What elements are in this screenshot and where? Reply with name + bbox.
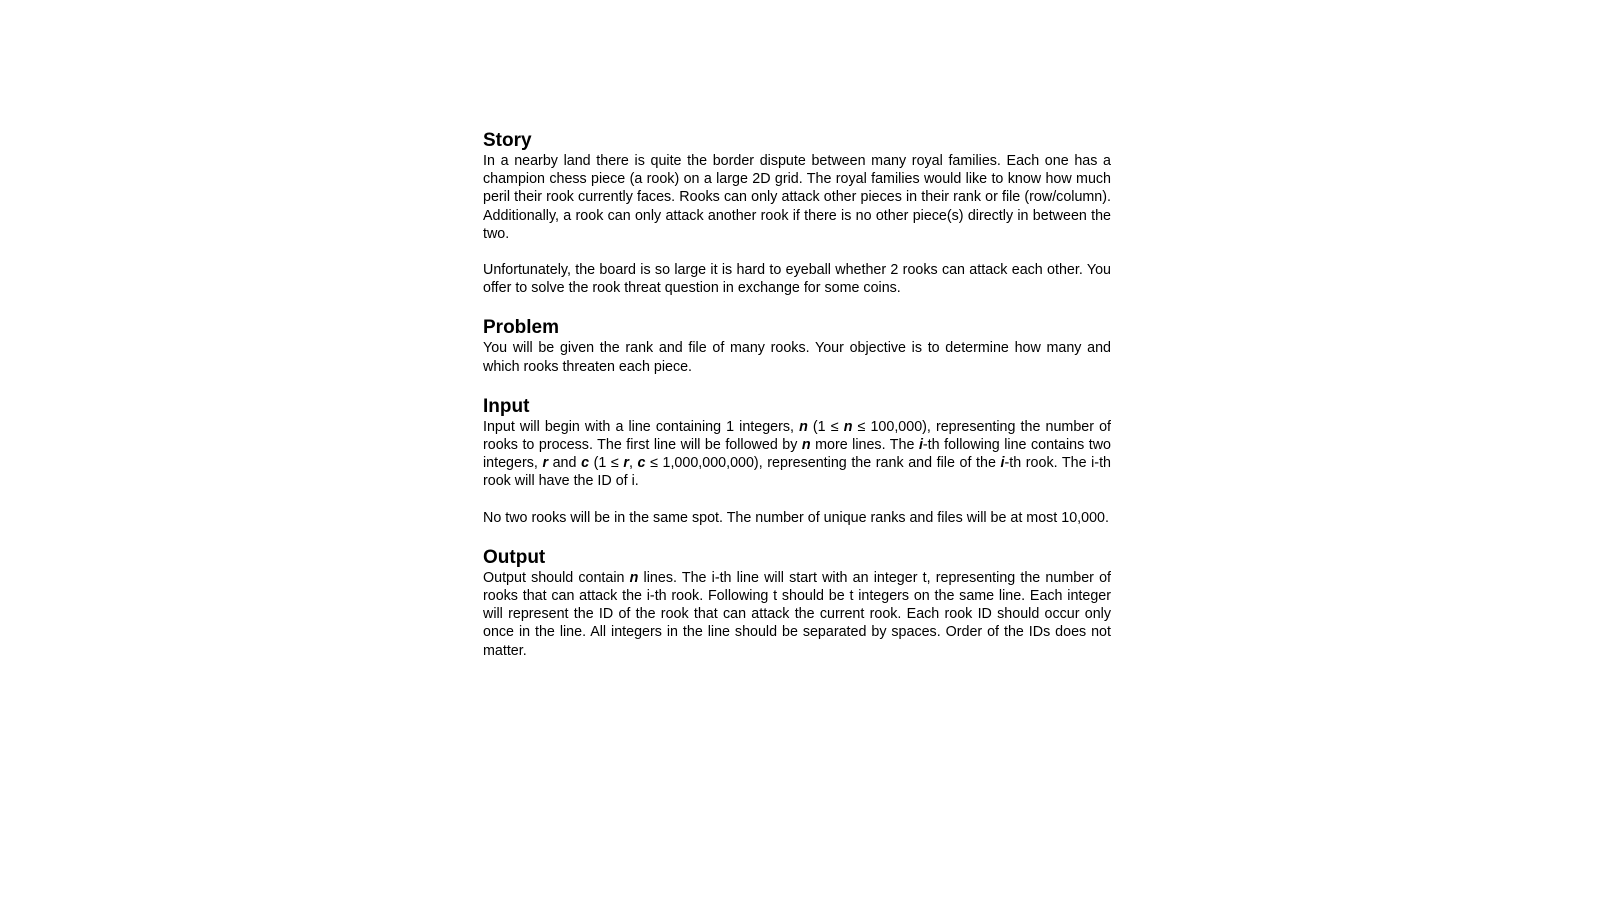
problem-heading: Problem <box>483 317 560 339</box>
var-n: n <box>843 418 853 435</box>
problem-paragraph-1: You will be given the rank and file of many rooks. Your objective is to determine how many and which rooks threaten each piece. <box>483 340 1111 375</box>
text-run: lines. The i-th line will start with an integer t, representing the number of rooks that can attack the i-th rook. Following t should be t integers on the same line. Each integer will represent the ID of the rook that can attack the current rook. Each rook ID should occur only once in the line. All integers in the line should be separated by spaces. Order of the IDs does not matter. <box>483 569 1111 659</box>
problem-section <box>483 317 1111 375</box>
text-run: and <box>548 455 582 472</box>
var-c: c <box>637 455 646 472</box>
text-run: -th following line contains two integers, <box>483 437 1111 472</box>
var-c: c <box>581 455 590 472</box>
var-n: n <box>801 437 811 454</box>
document-content <box>483 130 1111 660</box>
var-i: i <box>918 437 923 454</box>
output-paragraph-1 <box>483 569 1111 660</box>
output-section <box>483 547 1111 660</box>
text-run: , <box>628 455 638 472</box>
text-run: ≤ 1,000,000,000), representing the rank and file of the <box>645 455 1001 472</box>
story-paragraph-2: Unfortunately, the board is so large it is hard to eyeball whether 2 rooks can attack each other. You offer to solve the rook threat question in exchange for some coins. <box>483 262 1111 297</box>
story-heading: Story <box>483 130 532 151</box>
text-run: more lines. The <box>810 437 919 454</box>
var-r: r <box>542 455 549 472</box>
story-paragraph-1: In a nearby land there is quite the border dispute between many royal families. Each one has a champion chess piece (a rook) on a large 2D grid. The royal families would like to know how much peril their rook currently faces. Rooks can only attack other pieces in their rank or file (row/column). Additionally, a rook can only attack another rook if there is no other piece(s) directly in between the two. <box>483 153 1111 242</box>
var-i: i <box>1000 455 1005 472</box>
var-r: r <box>623 455 629 472</box>
text-run: (1 ≤ <box>589 455 624 472</box>
input-heading: Input <box>483 395 530 417</box>
text-run: Input will begin with a line containing 1 integers, <box>483 418 800 435</box>
text-run: -th rook. The i-th rook will have the ID of i. <box>483 455 1111 490</box>
input-section <box>483 396 1111 527</box>
text-run: ≤ 100,000), representing the number of rooks to process. The first line will be followed by <box>483 418 1112 454</box>
input-paragraph-1 <box>483 418 1111 491</box>
story-section <box>483 130 1111 297</box>
text-run: (1 ≤ <box>807 418 844 435</box>
output-heading: Output <box>483 546 546 568</box>
var-n: n <box>629 569 639 586</box>
text-run: Output should contain <box>483 569 630 586</box>
input-paragraph-2: No two rooks will be in the same spot. The number of unique ranks and files will be at most 10,000. <box>483 509 1109 526</box>
var-n: n <box>799 418 808 435</box>
